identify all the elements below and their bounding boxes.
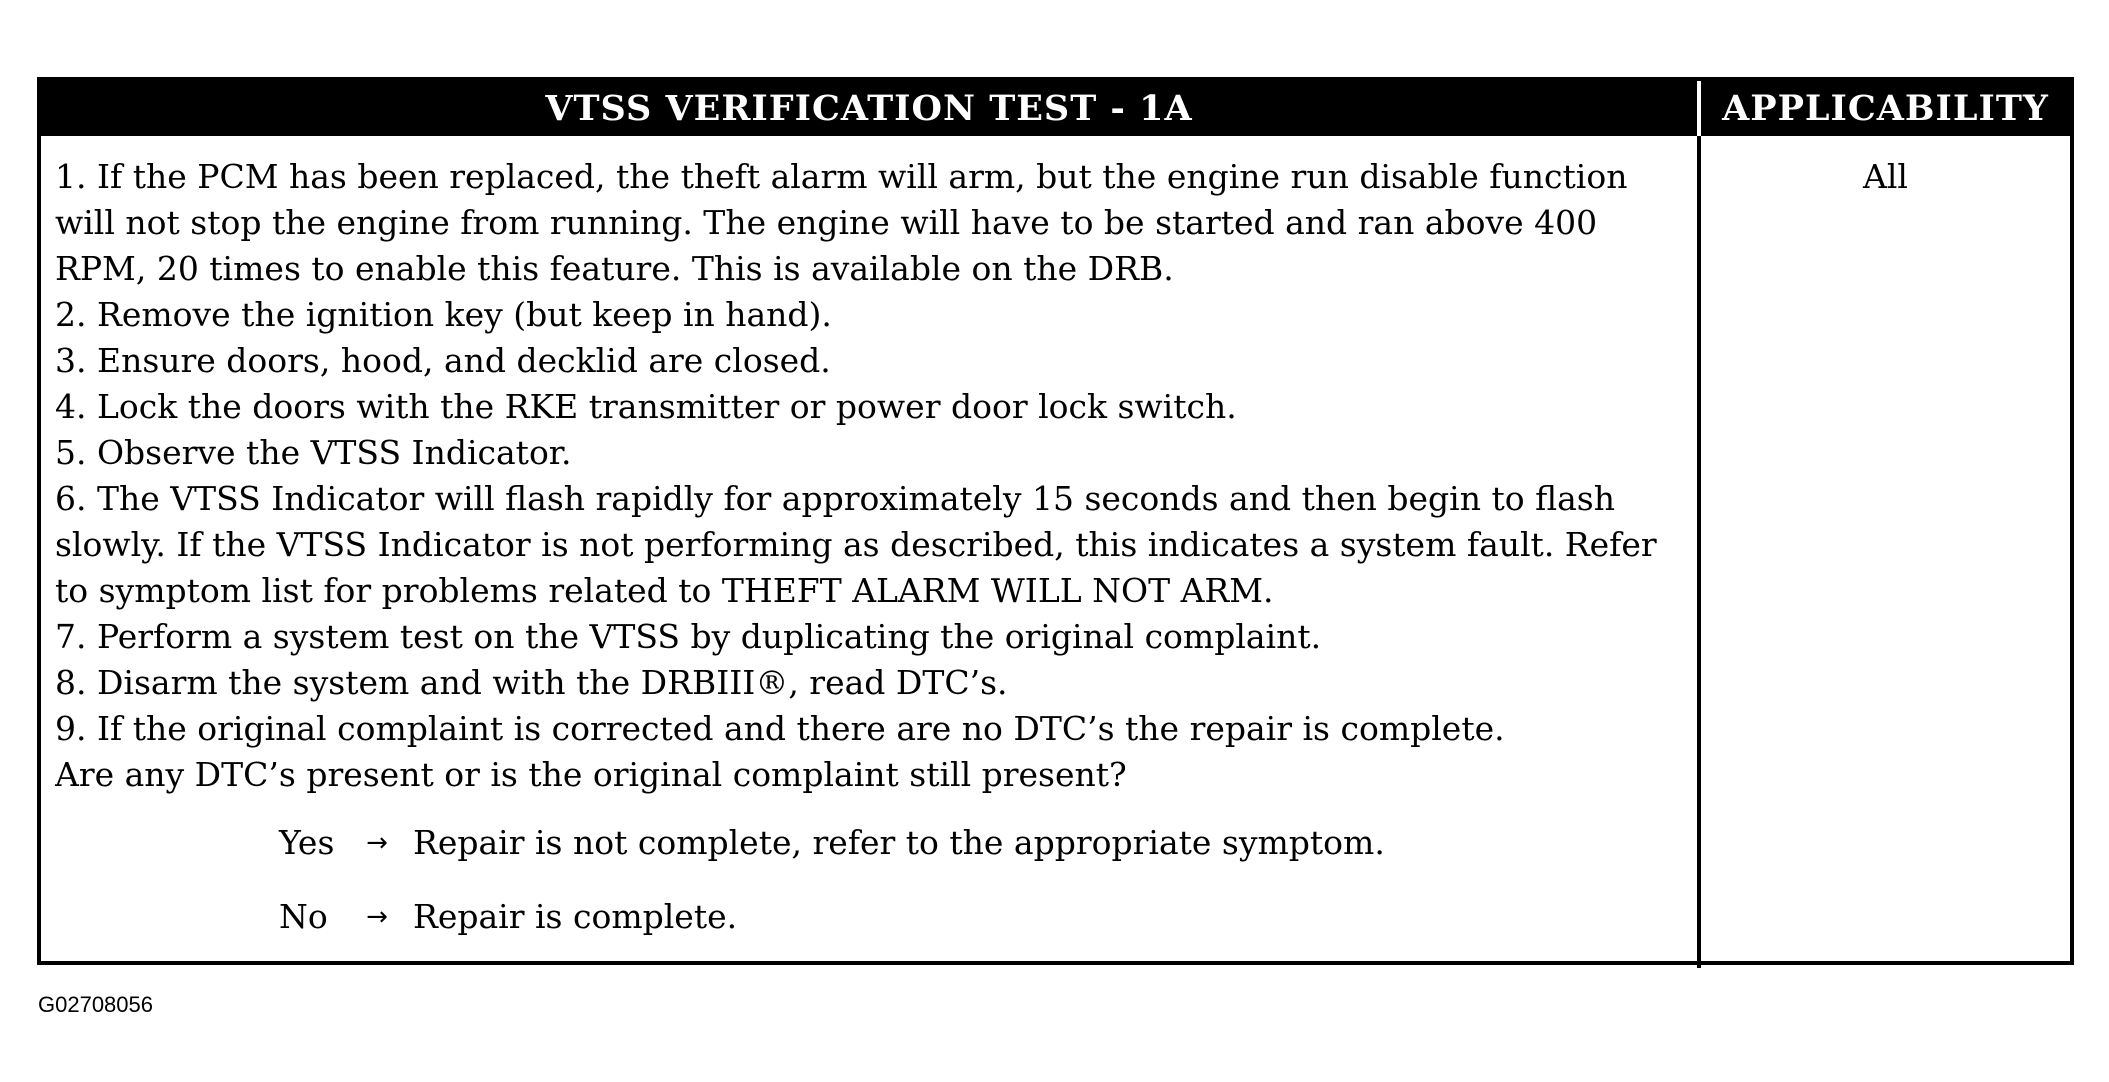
step-line: 9. If the original complaint is corrected and there are no DTC’s the repair is complete. — [55, 709, 1505, 748]
step-line: 6. The VTSS Indicator will flash rapidly for approximately 15 seconds and then begin to flash — [55, 479, 1615, 518]
step-line: 1. If the PCM has been replaced, the theft alarm will arm, but the engine run disable function — [55, 157, 1628, 196]
arrow-right-icon: → — [366, 828, 388, 858]
step-line: 7. Perform a system test on the VTSS by duplicating the original complaint. — [55, 617, 1322, 656]
step-line: RPM, 20 times to enable this feature. This is available on the DRB. — [55, 249, 1174, 288]
answer-list — [279, 820, 1687, 940]
step-line: to symptom list for problems related to THEFT ALARM WILL NOT ARM. — [55, 571, 1274, 610]
step-line: 3. Ensure doors, hood, and decklid are closed. — [55, 341, 831, 380]
step-line: 2. Remove the ignition key (but keep in hand). — [55, 295, 832, 334]
step-line: 5. Observe the VTSS Indicator. — [55, 433, 572, 472]
applicability-value: All — [1863, 157, 1908, 196]
step-line: will not stop the engine from running. The engine will have to be started and ran above 400 — [55, 203, 1598, 242]
step-line: slowly. If the VTSS Indicator is not performing as described, this indicates a system fault. Refer — [55, 525, 1657, 564]
figure-id: G02708056 — [38, 992, 153, 1017]
answer-yes-text: Repair is not complete, refer to the appropriate symptom. — [413, 823, 1385, 862]
answer-no-text: Repair is complete. — [413, 897, 738, 936]
question-line: Are any DTC’s present or is the original complaint still present? — [55, 755, 1127, 794]
test-title-header: VTSS VERIFICATION TEST - 1A — [41, 81, 1701, 136]
answer-no-row — [279, 894, 1687, 940]
step-line: 4. Lock the doors with the RKE transmitter or power door lock switch. — [55, 387, 1237, 426]
step-line: 8. Disarm the system and with the DRBIII®, read DTC’s. — [55, 663, 1008, 702]
applicability-cell — [1701, 136, 2070, 968]
answer-yes-label: Yes — [279, 823, 335, 862]
arrow-right-icon: → — [366, 902, 388, 932]
verification-test-table — [37, 77, 2074, 965]
test-steps-cell — [41, 136, 1701, 968]
applicability-header: APPLICABILITY — [1701, 81, 2070, 136]
answer-yes-row — [279, 820, 1687, 866]
answer-no-label: No — [279, 897, 328, 936]
